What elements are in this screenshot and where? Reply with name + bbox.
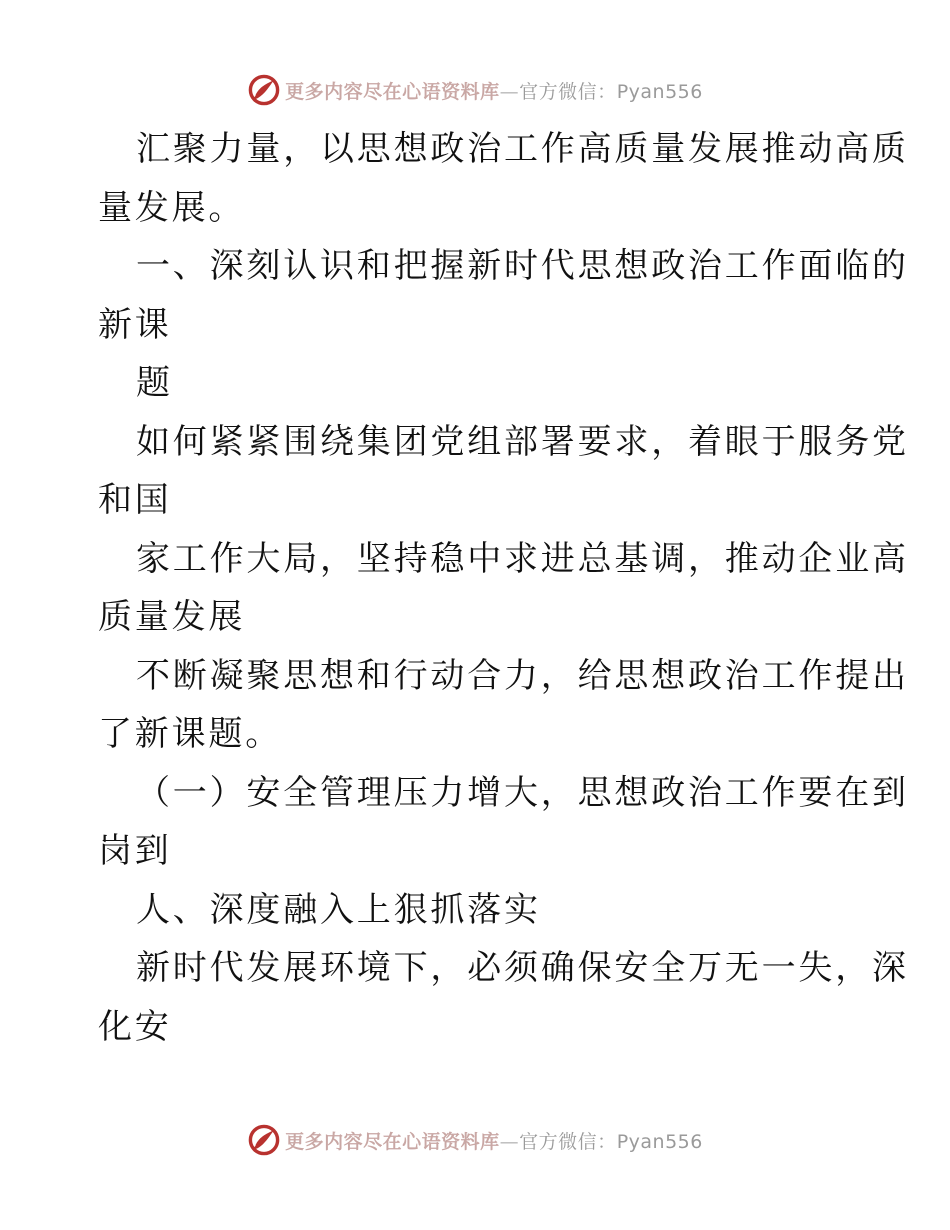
text-line: 量发展。	[98, 187, 246, 228]
text-line: 了新课题。	[98, 714, 282, 754]
header-watermark	[0, 70, 950, 110]
text-line: 如何紧紧围绕集团党组部署要求，着眼于服务党	[136, 421, 909, 462]
footer-watermark	[0, 1120, 950, 1160]
text-line: 和国	[98, 480, 172, 520]
text-line: 质量发展	[98, 597, 246, 637]
text-line: 题	[136, 363, 173, 403]
text-line: 不断凝聚思想和行动合力，给思想政治工作提出	[136, 655, 909, 696]
text-line: 一、深刻认识和把握新时代思想政治工作面临的	[136, 246, 909, 286]
watermark-text: 更多内容尽在心语资料库—官方微信：Pyan556	[285, 1130, 703, 1153]
quill-logo-icon	[247, 1123, 281, 1157]
text-line: 汇聚力量，以思想政治工作高质量发展推动高质	[136, 129, 909, 169]
text-line: 化安	[98, 1006, 172, 1047]
watermark-text: 更多内容尽在心语资料库—官方微信：Pyan556	[285, 80, 703, 103]
text-line: （一）安全管理压力增大，思想政治工作要在到	[136, 772, 909, 813]
text-line: 家工作大局，坚持稳中求进总基调，推动企业高	[136, 538, 909, 579]
quill-logo-icon	[247, 73, 281, 107]
text-line: 岗到	[98, 831, 172, 871]
text-line: 新时代发展环境下，必须确保安全万无一失，深	[136, 948, 909, 988]
document-body	[98, 120, 909, 1056]
text-line: 人、深度融入上狠抓落实	[136, 889, 541, 930]
text-line: 新课	[98, 304, 172, 345]
